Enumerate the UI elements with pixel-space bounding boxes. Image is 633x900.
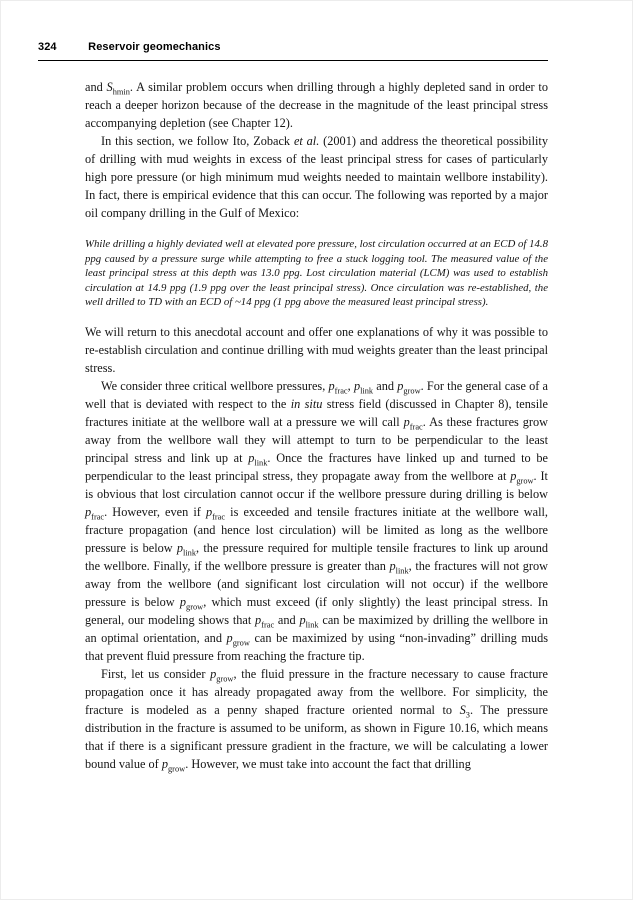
text-run: p <box>299 612 306 627</box>
text-run: S <box>106 80 113 94</box>
text-run: link <box>305 619 319 629</box>
text-run: . A similar problem occurs when drilling through a highly depleted sand in order to reach a deeper horizon because of the decrease in the magnitude of the least principal stress accompanying depletion (see Chapter 12). <box>85 80 548 130</box>
text-run: p <box>328 378 335 393</box>
text-run: S <box>459 702 466 717</box>
paragraph-critical-pressures <box>85 377 548 665</box>
text-run: We consider three critical wellbore pressures, <box>101 378 329 393</box>
text-run: . The pressure distribution in the fracture is assumed to be uniform, as shown in Figure 10.16, which means that if there is a significant pressure gradient in the fracture, we will be calculating a lower bound value of <box>85 702 548 771</box>
text-run: p <box>389 558 396 573</box>
text-run: in situ <box>290 396 323 411</box>
text-run: frac <box>334 385 348 395</box>
text-run: grow <box>232 637 250 647</box>
text-run: p <box>161 756 168 771</box>
paragraph-return-to-account <box>85 323 548 377</box>
text-run: . However, even if <box>104 504 206 519</box>
page-body <box>85 78 548 773</box>
block-quote-field-report <box>85 237 548 310</box>
text-run: In this section, we follow Ito, Zoback <box>101 134 294 148</box>
text-run: frac <box>261 619 275 629</box>
text-run: link <box>395 565 409 575</box>
text-run: p <box>397 378 404 393</box>
text-run: frac <box>212 511 226 521</box>
text-run: . It is obvious that lost circulation cannot occur if the wellbore pressure during drilling is below <box>85 468 548 501</box>
text-run: et al. <box>293 134 320 148</box>
text-run: , <box>347 378 354 393</box>
text-run: hmin <box>112 87 130 97</box>
text-run: p <box>179 594 187 609</box>
page-header <box>38 41 548 53</box>
text-run: and <box>373 378 398 393</box>
text-run: can be maximized by drilling the wellbore in an optimal orientation, and <box>85 612 548 645</box>
text-run: . As these fractures grow away from the wellbore wall they will attempt to turn to be perpendicular to the least principal stress and link up at <box>85 414 548 465</box>
text-run: p <box>403 414 410 429</box>
text-run: stress field (discussed in Chapter 8), tensile fractures initiate at the wellbore wall at a pressure we will call <box>85 396 548 429</box>
text-run: link <box>254 457 268 467</box>
text-run: grow <box>516 475 534 485</box>
text-run: p <box>510 468 517 483</box>
text-run: grow <box>403 385 421 395</box>
text-run: can be maximized by using “non-invading” drilling muds that prevent fluid pressure from reaching the fracture tip. <box>85 630 549 663</box>
text-run: grow <box>168 763 186 773</box>
text-run: First, let us consider <box>101 666 211 681</box>
text-run: p <box>255 612 262 627</box>
text-run: and <box>274 612 300 627</box>
text-run: . However, we must take into account the fact that drilling <box>185 756 471 771</box>
text-run: p <box>248 450 255 465</box>
text-run: p <box>210 666 217 681</box>
text-run: frac <box>91 511 105 521</box>
text-run: 3 <box>465 709 470 719</box>
text-run: link <box>360 385 374 395</box>
text-run: We will return to this anecdotal account and offer one explanations of why it was possible to re-establish circulation and continue drilling with mud weights greater than the least principal stress. <box>85 324 548 375</box>
text-run: frac <box>409 421 423 431</box>
running-head-title: Reservoir geomechanics <box>88 41 221 53</box>
page-number: 324 <box>38 41 57 53</box>
text-run: p <box>176 540 184 555</box>
text-run: grow <box>216 673 234 683</box>
text-run: , the fluid pressure in the fracture necessary to cause fracture propagation once it has already propagated away from the wellbore. For simplicity, the fracture is modeled as a penny shaped fracture oriented normal to <box>85 666 548 717</box>
paragraph-pgrow-discussion <box>85 665 548 773</box>
text-run: p <box>353 378 361 393</box>
text-run: grow <box>186 601 204 611</box>
text-run: and <box>85 80 107 94</box>
text-run: While drilling a highly deviated well at elevated pore pressure, lost circulation occurred at an ECD of 14.8 ppg caused by a pressure surge while attempting to free a stuck logging tool. The measured value of the least principal stress at this depth was 13.0 ppg. Lost circulation material (LCM) was used to establish circulation at 14.9 ppg (1.9 ppg over the least principal stress). Once circulation was re-established, the well drilled to TD with an ECD of ~14 ppg (1 ppg above the measured least principal stress). <box>85 238 548 308</box>
text-run: p <box>85 504 92 519</box>
text-run: is exceeded and tensile fractures initiate at the wellbore wall, fracture propagation (and hence lost circulation) will be limited as long as the wellbore pressure is below <box>85 504 549 555</box>
text-run: , the pressure required for multiple tensile fractures to link up around the wellbore. Finally, if the wellbore pressure is greater than <box>85 540 548 573</box>
paragraph-continuation <box>85 78 548 132</box>
text-run: , which must exceed (if only slightly) the least principal stress. In general, our modeling shows that <box>85 594 549 627</box>
text-run: (2001) and address the theoretical possibility of drilling with mud weights in excess of the least principal stress for cases of particularly high pore pressure (or high minimum mud weights needed to maintain wellbore instability). In fact, there is empirical evidence that this can occur. The following was reported by a major oil company drilling in the Gulf of Mexico: <box>85 134 548 220</box>
header-rule <box>38 60 548 61</box>
text-run: p <box>205 504 213 519</box>
text-run: link <box>183 547 197 557</box>
text-run: . Once the fractures have linked up and turned to be perpendicular to the least principal stress, they propagate away from the wellbore at <box>85 450 548 483</box>
paragraph-section-intro <box>85 132 548 222</box>
text-run: p <box>226 630 233 645</box>
text-run: . For the general case of a well that is deviated with respect to the <box>85 378 549 411</box>
text-run: , the fractures will not grow away from the wellbore (and significant lost circulation will not occur) if the wellbore pressure is below <box>85 558 549 609</box>
